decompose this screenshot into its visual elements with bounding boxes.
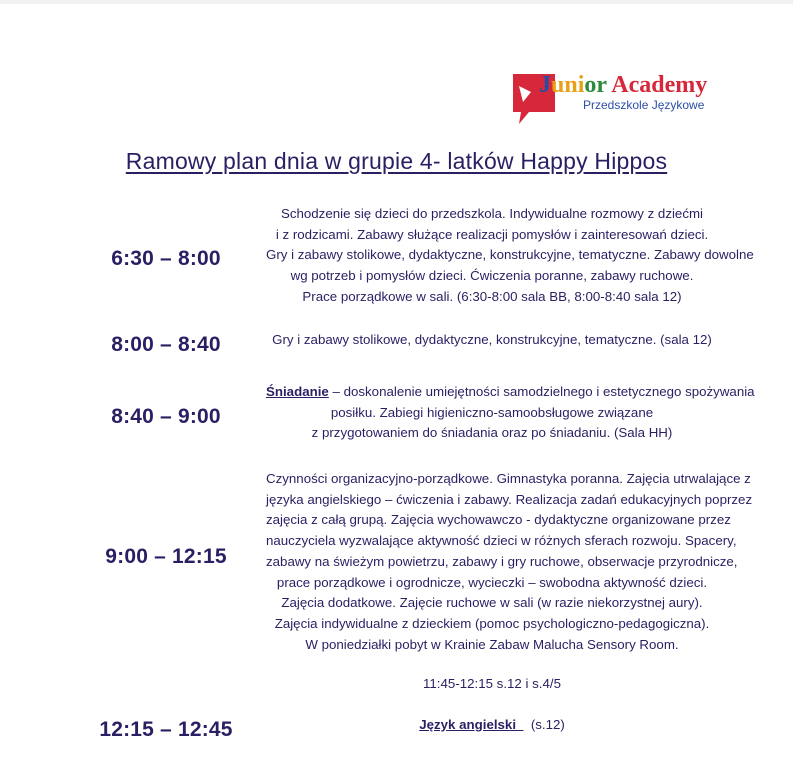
description-line: i z rodzicami. Zabawy służące realizacji pomysłów i zainteresowań dzieci. (275, 226, 709, 242)
logo-letter-j: J (539, 72, 551, 98)
time-slot: 6:30 – 8:00 (111, 247, 221, 270)
description-line: Czynności organizacyjno-porządkowe. Gimnastyka poranna. Zajęcia utrwalające z (266, 471, 751, 486)
time-slot: 9:00 – 12:15 (105, 545, 227, 568)
activity-note: 11:45-12:15 s.12 i s.4/5 (423, 676, 561, 691)
description-line: prace porządkowe i ogrodnicze, wycieczki – swobodna aktywność dzieci. (276, 574, 708, 590)
description-text: – doskonalenie umiejętności samodzielnego i estetycznego spożywania (328, 384, 755, 399)
description-line: Zajęcia dodatkowe. Zajęcie ruchowe w sali (w razie niekorzystnej aury). (281, 595, 703, 611)
time-slot: 8:40 – 9:00 (111, 405, 221, 428)
description-line: Schodzenie się dzieci do przedszkola. Indywidualne rozmowy z dziećmi (280, 206, 703, 221)
logo-letters-or: or (584, 72, 607, 98)
logo-academy: Academy (611, 72, 708, 98)
description-line: Gry i zabawy stolikowe, dydaktyczne, konstrukcyjne, tematyczne. (sala 12) (272, 332, 712, 347)
time-slot: 12:15 – 12:45 (99, 718, 233, 741)
activity-description (266, 204, 754, 308)
description-line: zajęcia z całą grupą. Zajęcia wychowawczo - dydaktyczne organizowane przez (266, 512, 731, 528)
description-line: posiłku. Zabiegi higieniczno-samoobsługowe związane (330, 404, 654, 420)
activity-description (266, 715, 718, 736)
logo-subtitle: Przedszkole Językowe (583, 98, 705, 112)
activity-description (266, 330, 718, 351)
activity-description (266, 469, 753, 655)
breakfast-highlight: Śniadanie (266, 384, 329, 399)
time-slot: 8:00 – 8:40 (111, 333, 221, 356)
logo-title (539, 72, 707, 99)
activity-description (266, 382, 755, 444)
description-line (266, 382, 755, 403)
description-line: języka angielskiego – ćwiczenia i zabawy. Realizacja zadań edukacyjnych poprzez (266, 491, 753, 507)
english-highlight: Język angielski (419, 717, 517, 732)
description-line: z przygotowaniem do śniadania oraz po śniadaniu. (Sala HH) (311, 425, 673, 441)
description-line: Prace porządkowe w sali. (6:30-8:00 sala BB, 8:00-8:40 sala 12) (302, 288, 682, 304)
description-line: Gry i zabawy stolikowe, dydaktyczne, konstrukcyjne, tematyczne. Zabawy dowolne (266, 247, 754, 263)
description-line: nauczyciela wyzwalające aktywność dzieci w różnych sferach rozwoju. Spacery, (266, 533, 737, 549)
description-line (266, 715, 718, 736)
top-divider (0, 0, 793, 4)
logo-letters-uni: uni (551, 72, 585, 98)
logo (509, 72, 739, 128)
page-title: Ramowy plan dnia w grupie 4- latków Happy Hippos (125, 148, 668, 174)
description-line: zabawy na świeżym powietrzu, zabawy i gry ruchowe, obserwacje przyrodnicze, (266, 553, 738, 569)
description-line: wg potrzeb i pomysłów dzieci. Ćwiczenia poranne, zabawy ruchowe. (290, 268, 694, 284)
description-text: (s.12) (530, 717, 565, 732)
description-line: Zajęcia indywidualne z dzieckiem (pomoc psychologiczno-pedagogiczna). (274, 615, 710, 631)
description-line: W poniedziałki pobyt w Krainie Zabaw Malucha Sensory Room. (305, 636, 679, 652)
